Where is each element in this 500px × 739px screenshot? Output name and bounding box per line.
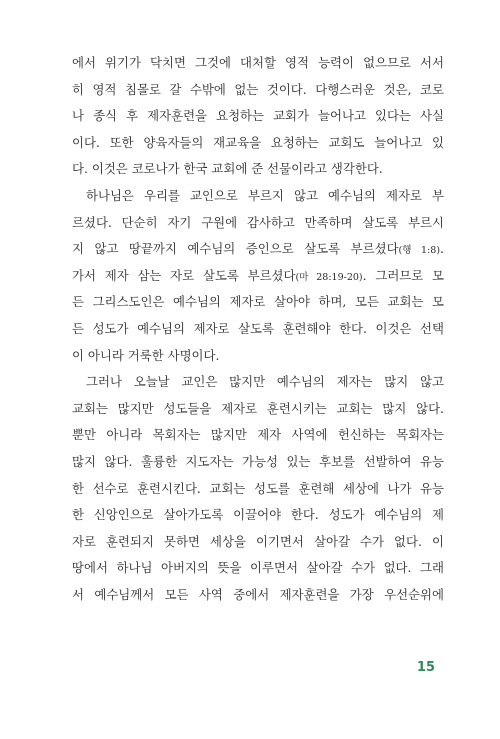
text-line: 이다. 또한 양육자들의 재교육을 요청하는 교회도 늘어나고 있 <box>72 134 444 150</box>
text-line: 르셨다. 단순히 자기 구원에 감사하고 만족하며 살도록 부르시 <box>72 214 444 230</box>
text-line: 교회는 많지만 성도들을 제자로 훈련시키는 교회는 많지 않다. <box>72 400 444 416</box>
body-text <box>72 50 444 608</box>
text-line: 이 아니라 거룩한 사명이다. <box>72 347 220 363</box>
scripture-reference: (행 1:8) <box>398 245 441 257</box>
text-line: 자로 훈련되지 못하면 세상을 이기면서 살아갈 수가 없다. 이 <box>72 533 444 549</box>
text-line: 많지 않다. 훌륭한 지도자는 가능성 있는 후보를 선발하여 유능 <box>72 453 444 469</box>
text-line: 에서 위기가 닥치면 그것에 대처할 영적 능력이 없으므로 서서 <box>72 55 444 70</box>
text-line: 든 그리스도인은 예수님의 제자로 살아야 하며, 모든 교회는 모 <box>72 294 444 310</box>
text-line: 가서 제자 삼는 자로 살도록 부르셨다(마 28:19-20). 그러므로 모 <box>72 267 444 283</box>
text-line: 하나님은 우리를 교인으로 부르지 않고 예수님의 제자로 부 <box>86 187 444 203</box>
text-line: 한 신앙인으로 살아가도록 이끌어야 한다. 성도가 예수님의 제 <box>72 507 444 523</box>
text-line: 히 영적 침몰로 갈 수밖에 없는 것이다. 다행스러운 것은, 코로 <box>72 81 444 97</box>
text-line: 한 선수로 훈련시킨다. 교회는 성도를 훈련해 세상에 나가 유능 <box>72 480 444 496</box>
text-line: 든 성도가 예수님의 제자로 살도록 훈련해야 한다. 이것은 선택 <box>72 320 444 336</box>
text-line: 지 않고 땅끝까지 예수님의 증인으로 살도록 부르셨다(행 1:8). <box>72 241 444 257</box>
scripture-reference: (마 28:19-20) <box>295 271 363 283</box>
text-line: 땅에서 하나님 아버지의 뜻을 이루면서 살아갈 수가 없다. 그래 <box>72 560 444 576</box>
text-line: 나 종식 후 제자훈련을 요청하는 교회가 늘어나고 있다는 사실 <box>72 108 444 124</box>
text-line: 그러나 오늘날 교인은 많지만 예수님의 제자는 많지 않고 <box>86 374 444 390</box>
text-line: 다. 이것은 코로나가 한국 교회에 준 선물이라고 생각한다. <box>72 161 383 177</box>
text-line: 뿐만 아니라 목회자는 많지만 제자 사역에 헌신하는 목회자는 <box>72 427 444 443</box>
page-number: 15 <box>416 660 435 675</box>
text-line: 서 예수님께서 모든 사역 중에서 제자훈련을 가장 우선순위에 <box>72 586 444 602</box>
